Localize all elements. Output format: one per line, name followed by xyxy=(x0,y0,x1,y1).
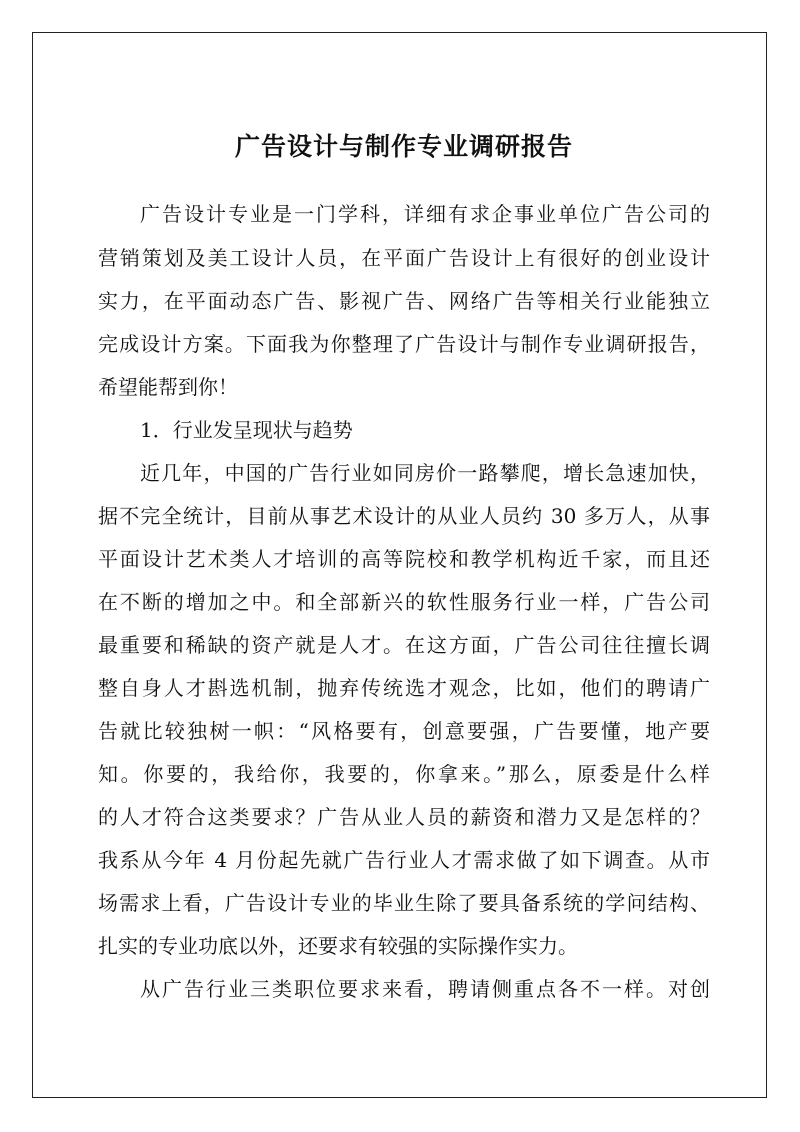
paragraph-line: 据不完全统计，目前从事艺术设计的从业人员约 30 多万人，从事 xyxy=(98,504,710,528)
section-heading: 1．行业发呈现状与趋势 xyxy=(140,418,353,442)
paragraph-line: 实力，在平面动态广告、影视广告、网络广告等相关行业能独立 xyxy=(98,289,710,313)
paragraph-line: 我系从今年 4 月份起先就广告行业人才需求做了如下调查。从市 xyxy=(98,848,710,872)
paragraph-line: 场需求上看，广告设计专业的毕业生除了要具备系统的学问结构、 xyxy=(98,891,710,915)
paragraph-line: 近几年，中国的广告行业如同房价一路攀爬，增长急速加快， xyxy=(140,461,710,485)
paragraph-line: 的人才符合这类要求？广告从业人员的薪资和潜力又是怎样的？ xyxy=(98,805,710,829)
paragraph-line: 最重要和稀缺的资产就是人才。在这方面，广告公司往往擅长调 xyxy=(98,633,710,657)
paragraph-line: 从广告行业三类职位要求来看，聘请侧重点各不一样。对创 xyxy=(140,977,710,1001)
paragraph-line: 扎实的专业功底以外，还要求有较强的实际操作实力。 xyxy=(98,934,578,958)
paragraph-line: 知。你要的，我给你，我要的，你拿来。”那么，原委是什么样 xyxy=(98,762,710,786)
paragraph-line: 营销策划及美工设计人员，在平面广告设计上有很好的创业设计 xyxy=(98,246,710,270)
paragraph-line: 完成设计方案。下面我为你整理了广告设计与制作专业调研报告， xyxy=(98,332,710,356)
paragraph-line: 在不断的增加之中。和全部新兴的软性服务行业一样，广告公司 xyxy=(98,590,710,614)
document-title: 广告设计与制作专业调研报告 xyxy=(234,132,573,161)
paragraph-line: 告就比较独树一帜：“风格要有，创意要强，广告要懂，地产要 xyxy=(98,719,710,743)
paragraph-line: 广告设计专业是一门学科，详细有求企事业单位广告公司的 xyxy=(140,202,710,226)
paragraph-line: 希望能帮到你！ xyxy=(98,375,238,399)
paragraph-line: 平面设计艺术类人才培训的高等院校和教学机构近千家，而且还 xyxy=(98,547,710,571)
paragraph-line: 整自身人才斟选机制，抛弃传统选才观念，比如，他们的聘请广 xyxy=(98,676,710,700)
